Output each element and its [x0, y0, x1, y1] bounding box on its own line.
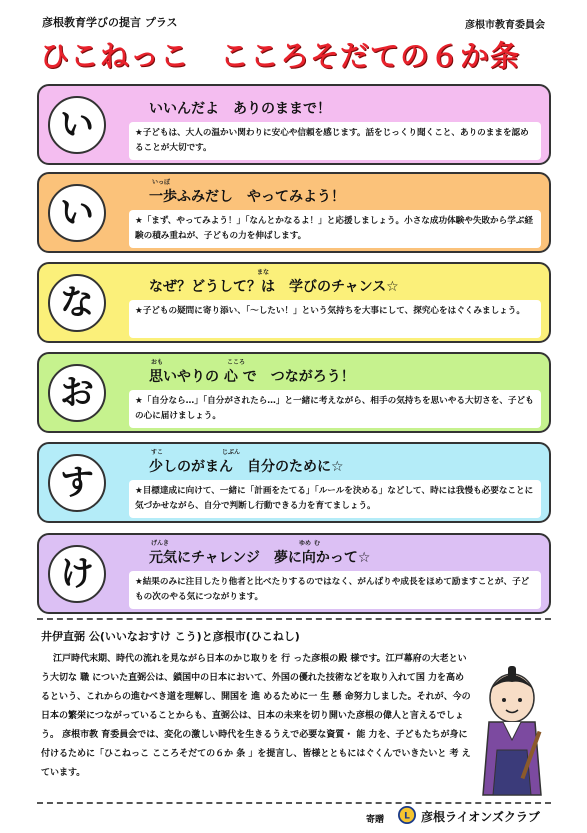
footer-section	[37, 618, 551, 804]
pledge-letter: い	[48, 184, 106, 242]
pledge-description: ★目標達成に向けて、一緒に「計画をたてる」「ルールを決める」などして、時には我慢も必要なことに気づかせながら、自分で判断し行動できる力を育てましょう。	[129, 480, 541, 518]
pledge-heading: 少しのがまん 自分のために☆	[149, 459, 344, 475]
furigana: すこ	[151, 449, 164, 456]
pledge-description: ★「自分なら…」「自分がされたら…」と一緒に考えながら、相手の気持ちを思いやる大切さを、子どもの心に届けましょう。	[129, 390, 541, 428]
pledge-description: ★結果のみに注目したり他者と比べたりするのではなく、がんばりや成長をほめて励ますことが、子どもの次のやる気につながります。	[129, 571, 541, 609]
pledge-letter: す	[48, 454, 106, 512]
furigana: ゆめ	[299, 540, 312, 547]
sponsor-name: 彦根ライオンズクラブ	[421, 810, 540, 824]
pledge-card	[37, 533, 551, 614]
pledge-letter: な	[48, 274, 106, 332]
pledge-heading: なぜ？どうして？は 学びのチャンス☆	[149, 279, 399, 295]
furigana: まな	[257, 269, 270, 276]
pledge-heading: 一歩ふみだし やってみよう！	[149, 189, 345, 205]
pledge-card	[37, 352, 551, 433]
pledge-description: ★子どもの疑問に寄り添い、「～したい！」という気持ちを大事にして、探究心をはぐくみましょう。	[129, 300, 541, 338]
header-right: 彦根市教育委員会	[465, 20, 545, 31]
pledge-description: ★子どもは、大人の温かい関わりに安心や信頼を感じます。話をじっくり聞くこと、ありのままを認めることが大切です。	[129, 122, 541, 160]
pledge-card	[37, 172, 551, 253]
pledge-card	[37, 84, 551, 165]
pledge-letter: お	[48, 364, 106, 422]
furigana: げんき	[151, 540, 170, 547]
pledge-card	[37, 442, 551, 523]
pledge-heading: 思いやりの 心 で つながろう！	[149, 369, 355, 385]
furigana: おも	[151, 359, 164, 366]
page-title: ひこねっこ こころそだての６か条	[40, 39, 521, 73]
pledge-letter: け	[48, 545, 106, 603]
furigana: こころ	[227, 359, 246, 366]
furigana: じぶん	[222, 449, 241, 456]
pledge-heading: いいんだよ ありのままで！	[149, 101, 331, 117]
furigana: む	[314, 540, 321, 547]
pledge-letter: い	[48, 96, 106, 154]
pledge-description: ★「まず、やってみよう！」「なんとかなるよ！」と応援しましょう。小さな成功体験や失敗から学ぶ経験の積み重ねが、子どもの力を伸ばします。	[129, 210, 541, 248]
footer-title: 井伊直弼 公(いいなおすけ こう)と彦根市(ひこねし)	[41, 630, 300, 643]
furigana: いっぽ	[152, 179, 171, 186]
sponsor-label: 寄贈	[366, 815, 385, 825]
pledge-heading: 元気にチャレンジ 夢に向かって☆	[149, 550, 371, 566]
lions-club-logo-icon	[398, 806, 416, 824]
svg-text:L: L	[404, 811, 410, 822]
pledge-card	[37, 262, 551, 343]
footer-text: 江戸時代末期、時代の流れを見ながら日本のかじ取りを 行 った彦根の殿 様です。江戸幕府の大老という大切な 職 についた直弼公は、鎖国中の日本において、外国の優れた技術などを取り入れて国 力を高めるという、これからの進むべき道を理解し、開国を 進 めるために一 生 懸 命努力しました。それが、今の日本の繁栄につながっていることからも、直弼公は、日本の未来を切り開いた彦根の偉人と言えるでしょう。 彦根市教 育委員会では、変化の激しい時代を生きるうえで必要な資質・ 能 力を、子どもたちが身に付けるために「ひこねっこ こころそだての６か 条 」を提言し、皆様とともにはぐくんでいきたいと 考 えています。	[41, 654, 471, 778]
header-left: 彦根教育学びの提言 プラス	[42, 16, 178, 29]
mascot-illustration	[477, 660, 547, 800]
